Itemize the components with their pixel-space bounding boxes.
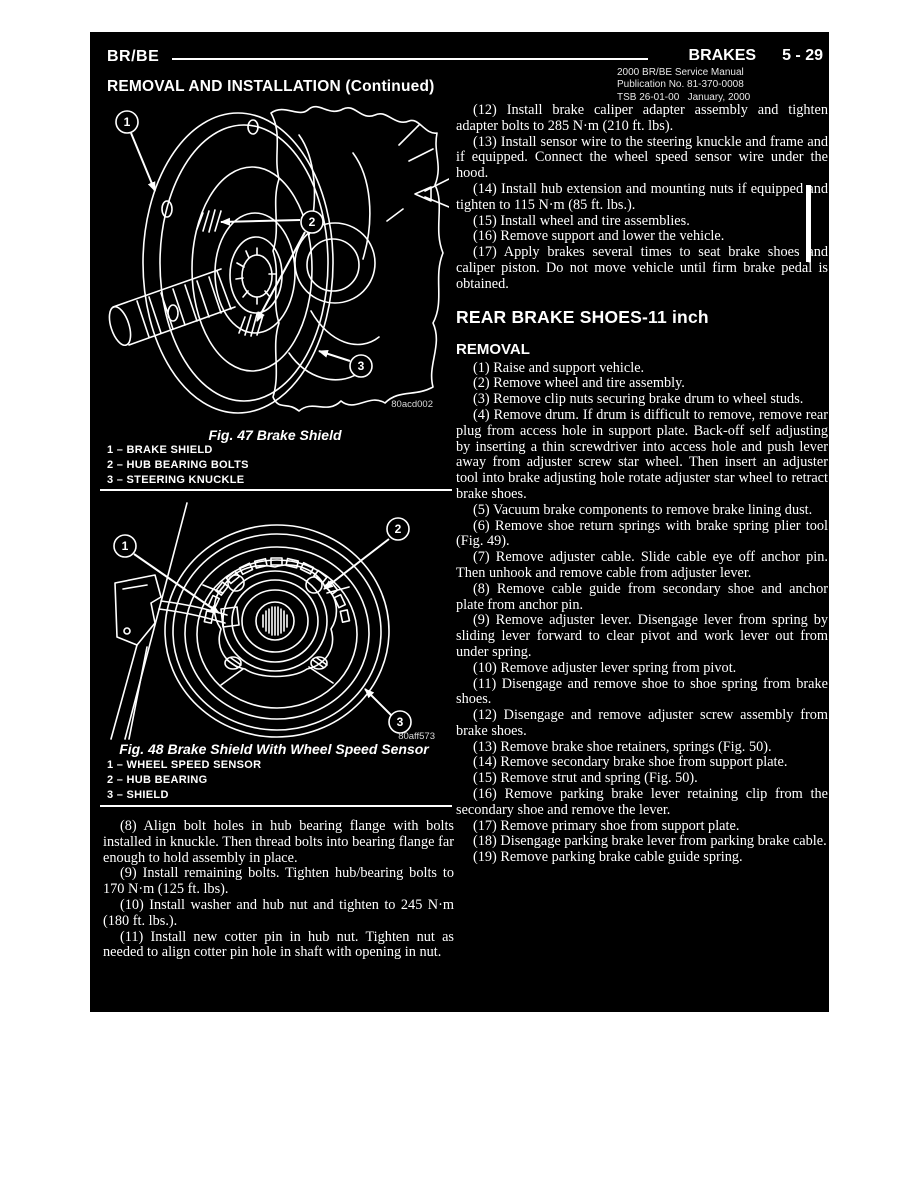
step-paragraph: (12) Disengage and remove adjuster screw assembly from brake shoes. [456,707,828,739]
step-paragraph: (8) Remove cable guide from secondary shoe and anchor plate from anchor pin. [456,580,828,613]
fig47-callout-1-arrow [131,133,155,191]
page-title: REMOVAL AND INSTALLATION (Continued) [107,78,435,95]
manual-page [90,32,829,1012]
step-paragraph: (16) Remove parking brake lever retaining clip from the secondary shoe and remove the lever. [456,786,828,818]
step-paragraph: (5) Vacuum brake components to remove brake lining dust. [473,501,813,518]
step-paragraph: (9) Install remaining bolts. Tighten hub/bearing bolts to 170 N·m (125 ft. lbs). [103,865,454,898]
step-paragraph: (14) Install hub extension and mounting nuts if equipped and tighten to 115 N·m (85 ft. lbs.). [456,180,828,213]
column-rule [100,805,452,807]
fig48-callout-1-label: 1 [121,539,129,553]
fig48-callout-2-arrow [324,539,389,589]
fig48-callout-3-label: 3 [396,715,404,729]
header-section-title: BRAKES [688,47,757,64]
publication-line: Publication No. 81-370-0008 [617,79,744,91]
publication-line: TSB 26-01-00 January, 2000 [617,91,751,103]
step-paragraph: (19) Remove parking brake cable guide spring. [473,849,743,866]
step-paragraph: (10) Remove adjuster lever spring from pivot. [473,659,737,676]
left-column-paragraphs [103,819,454,961]
step-paragraph: (18) Disengage parking brake lever from parking brake cable. [473,833,827,850]
fig47-legend [107,443,249,488]
step-paragraph: (9) Remove adjuster lever. Disengage lever from spring by sliding lever forward to clear pivot and work lever out from under spring. [456,612,828,660]
fig47-callout-2-arrow [221,220,300,222]
fig48-legend [107,758,261,803]
fig47-caption: Fig. 47 Brake Shield [208,427,342,443]
header-divider-rule [172,58,648,60]
header-brand: BR/BE [107,48,160,65]
brake-shield-line-art [105,107,449,413]
step-paragraph: (10) Install washer and hub nut and tighten to 245 N·m (180 ft. lbs.). [103,896,454,929]
right-column [456,103,828,866]
step-paragraph: (12) Install brake caliper adapter assembly and tighten adapter bolts to 285 N·m (210 ft. lbs). [456,102,828,134]
header-page-number: 5 - 29 [782,47,823,64]
legend-line: 1 – WHEEL SPEED SENSOR [107,759,262,771]
step-paragraph: (3) Remove clip nuts securing brake drum to wheel studs. [473,391,804,408]
fig48-callout-3-arrow [365,689,391,715]
fig48-caption: Fig. 48 Brake Shield With Wheel Speed Sensor [119,741,429,757]
step-paragraph: (14) Remove secondary brake shoe from support plate. [473,754,788,771]
fig48-watermark: 80aff573 [398,731,435,741]
step-paragraph: (6) Remove shoe return springs with brake spring plier tool (Fig. 49). [456,517,828,550]
brake-shield-sensor-line-art [111,503,389,739]
step-paragraph: (7) Remove adjuster cable. Slide cable eye off anchor pin. Then unhook and remove cable from adjuster lever. [456,549,828,581]
step-paragraph: (2) Remove wheel and tire assembly. [473,375,685,392]
legend-line: 2 – HUB BEARING [107,774,208,786]
fig47-callout-1-label: 1 [123,115,131,129]
step-paragraph: (17) Remove primary shoe from support plate. [473,817,740,834]
section-heading-rear-brake-shoes: REAR BRAKE SHOES-11 inch [456,306,709,327]
fig47-callout-3-arrow [319,351,350,361]
publication-block [617,67,750,104]
step-paragraph: (13) Remove brake shoe retainers, springs (Fig. 50). [473,738,772,755]
legend-line: 1 – BRAKE SHIELD [107,444,213,456]
fig47-drawing [103,101,449,425]
step-paragraph: (15) Remove strut and spring (Fig. 50). [473,770,698,787]
step-paragraph: (11) Install new cotter pin in hub nut. Tighten nut as needed to align cotter pin hole in shaft with opening in nut. [103,928,454,961]
fig47-callout-2-label: 2 [308,215,316,229]
legend-line: 3 – SHIELD [107,789,169,801]
legend-line: 3 – STEERING KNUCKLE [107,474,245,486]
step-paragraph: (8) Align bolt holes in hub bearing flange with bolts installed in knuckle. Then thread bolts into bearing flange far enough to hold assembly in place. [103,818,454,866]
step-paragraph: (1) Raise and support vehicle. [473,359,645,376]
step-paragraph: (17) Apply brakes several times to seat brake shoes and caliper piston. Do not move vehicle until firm brake pedal is obtained. [456,244,828,292]
fig47-watermark: 80acd002 [391,399,433,410]
subsection-heading-removal: REMOVAL [456,340,530,358]
fig48-drawing [103,497,449,741]
step-paragraph: (4) Remove drum. If drum is difficult to remove, remove rear plug from access hole in support plate. Back-off self adjusting by inserting a thin screwdriver into access hole and push lever away from adjuster screw star wheel. Then insert an adjuster tool into brake adjusting hole rotate adjuster star wheel to retract brake shoes. [456,406,828,502]
step-paragraph: (11) Disengage and remove shoe to shoe spring from brake shoes. [456,675,828,708]
column-rule [100,489,452,491]
header-right [689,47,823,65]
step-paragraph: (15) Install wheel and tire assemblies. [473,212,690,229]
step-paragraph: (16) Remove support and lower the vehicle. [473,228,725,245]
publication-line: 2000 BR/BE Service Manual [617,67,744,78]
fig48-callout-2-label: 2 [394,522,402,536]
legend-line: 2 – HUB BEARING BOLTS [107,459,249,471]
step-paragraph: (13) Install sensor wire to the steering knuckle and frame and if equipped. Connect the wheel speed sensor wire under the hood. [456,133,828,182]
fig47-callout-3-label: 3 [357,359,365,373]
